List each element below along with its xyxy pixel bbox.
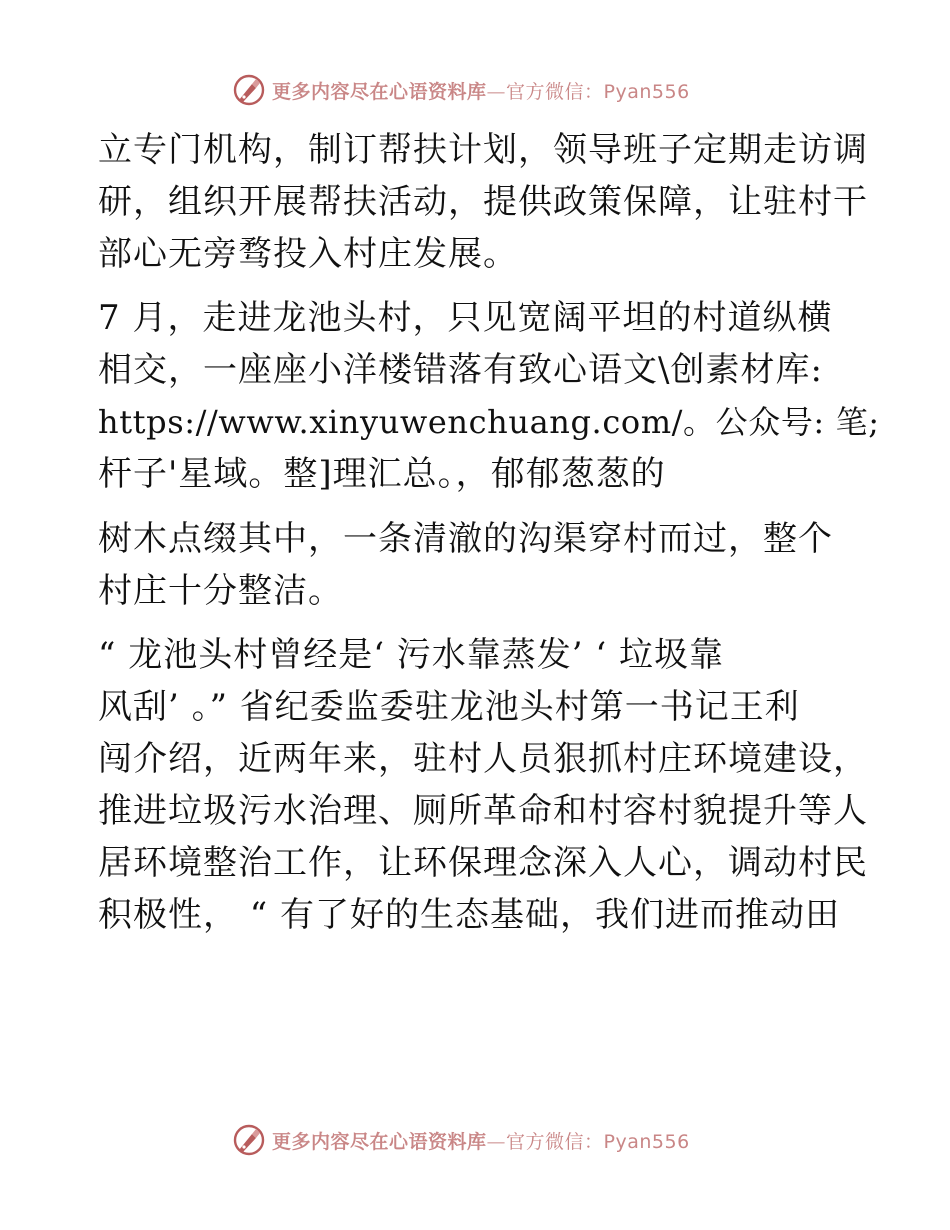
header-banner-brand: 更多内容尽在心语资料库 (272, 80, 487, 103)
text-line: 7 月，走进龙池头村，只见宽阔平坦的村道纵横 (98, 298, 833, 338)
header-banner-text (272, 77, 690, 104)
text-line-url: https://www.xinyuwenchuang.com/。公众号: 笔; (98, 403, 880, 441)
text-line: “ 龙池头村曾经是‘ 污水靠蒸发’ ‘ 垃圾靠 (98, 635, 725, 675)
paragraph-2 (98, 292, 880, 500)
document-body (98, 118, 880, 941)
text-line: 推进垃圾污水治理、厕所革命和村容村貌提升等人 (98, 791, 868, 831)
footer-banner-brand: 更多内容尽在心语资料库 (272, 1130, 487, 1153)
header-watermark-banner (232, 72, 712, 108)
paragraph-1 (98, 124, 868, 280)
footer-watermark-banner (232, 1122, 712, 1158)
text-line: 居环境整治工作，让环保理念深入人心，调动村民 (98, 843, 868, 883)
footer-banner-separator: — (486, 1130, 507, 1153)
pen-logo-icon (232, 73, 266, 107)
footer-banner-suffix: 官方微信：Pyan556 (506, 1130, 690, 1153)
text-line: 积极性， “ 有了好的生态基础，我们进而推动田 (98, 895, 840, 935)
header-banner-suffix: 官方微信：Pyan556 (506, 80, 690, 103)
paragraph-4 (98, 629, 868, 941)
text-line: 部心无旁骛投入村庄发展。 (98, 234, 518, 274)
text-line: 杆子'星域。整]理汇总。，郁郁葱葱的 (98, 454, 666, 494)
header-banner-separator: — (486, 80, 507, 103)
pen-logo-icon (232, 1123, 266, 1157)
text-line: 研，组织开展帮扶活动，提供政策保障，让驻村干 (98, 182, 868, 222)
text-line: 立专门机构，制订帮扶计划，领导班子定期走访调 (98, 130, 868, 170)
text-line: 闯介绍，近两年来，驻村人员狠抓村庄环境建设， (98, 739, 868, 779)
text-line: 相交，一座座小洋楼错落有致心语文\创素材库: (98, 350, 823, 390)
text-line: 风刮’ 。” 省纪委监委驻龙池头村第一书记王利 (98, 687, 800, 727)
footer-banner-text (272, 1127, 690, 1154)
text-line: 树木点缀其中，一条清澈的沟渠穿村而过，整个 (98, 519, 833, 559)
text-line: 村庄十分整洁。 (98, 571, 343, 611)
paragraph-3 (98, 513, 858, 617)
